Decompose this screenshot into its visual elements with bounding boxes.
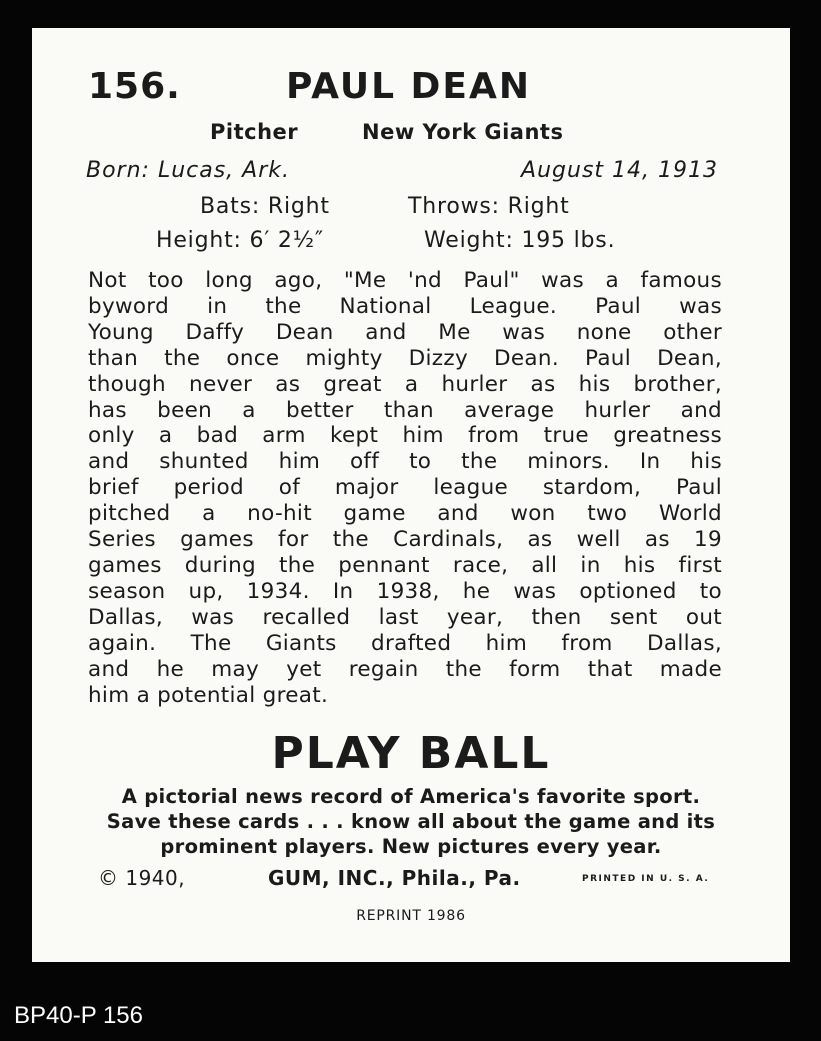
bio-line: again. The Giants drafted him from Dallas, <box>88 630 722 656</box>
bio-line: him a potential great. <box>88 682 329 708</box>
publisher: GUM, INC., Phila., Pa. <box>268 866 521 890</box>
card-number: 156. <box>88 66 181 107</box>
promo-text <box>32 784 790 859</box>
height: Height: 6′ 2½″ <box>156 228 324 253</box>
promo-line: Save these cards . . . know all about the game and its <box>106 810 716 833</box>
bio-line: games during the pennant race, all in his first <box>88 552 722 578</box>
bio-line: and he may yet regain the form that made <box>88 656 722 682</box>
printed-in-usa: PRINTED IN U. S. A. <box>582 874 710 884</box>
weight: Weight: 195 lbs. <box>424 228 616 253</box>
biography <box>88 268 722 708</box>
bio-line: byword in the National League. Paul was <box>88 293 722 319</box>
bio-line: Young Daffy Dean and Me was none other <box>88 319 722 345</box>
bio-line: Not too long ago, "Me 'nd Paul" was a famous <box>88 268 722 293</box>
birthplace: Born: Lucas, Ark. <box>86 158 290 183</box>
card-back <box>32 28 790 962</box>
player-name: PAUL DEAN <box>286 66 532 107</box>
bio-line: Series games for the Cardinals, as well as 19 <box>88 527 722 553</box>
bats: Bats: Right <box>200 194 330 219</box>
birth-date: August 14, 1913 <box>521 158 718 183</box>
bio-line: brief period of major league stardom, Paul <box>88 475 722 501</box>
throws: Throws: Right <box>408 194 570 219</box>
bio-line: season up, 1934. In 1938, he was optioned to <box>88 578 722 604</box>
player-position: Pitcher <box>210 120 299 144</box>
promo-line: prominent players. New pictures every year. <box>160 835 662 858</box>
reprint-note: REPRINT 1986 <box>356 908 466 924</box>
bio-line: than the once mighty Dizzy Dean. Paul Dean, <box>88 345 722 371</box>
player-team: New York Giants <box>362 120 564 144</box>
bio-line: though never as great a hurler as his brother, <box>88 371 722 397</box>
play-ball-title: PLAY BALL <box>271 728 551 779</box>
bio-line: only a bad arm kept him from true greatness <box>88 423 722 449</box>
bio-line: Dallas, was recalled last year, then sent out <box>88 604 722 630</box>
bio-line: and shunted him off to the minors. In his <box>88 449 722 475</box>
image-caption: BP40-P 156 <box>14 1002 143 1029</box>
promo-line: A pictorial news record of America's favorite sport. <box>121 785 701 808</box>
copyright: © 1940, <box>98 866 186 890</box>
bio-line: has been a better than average hurler and <box>88 397 722 423</box>
bio-line: pitched a no-hit game and won two World <box>88 501 722 527</box>
